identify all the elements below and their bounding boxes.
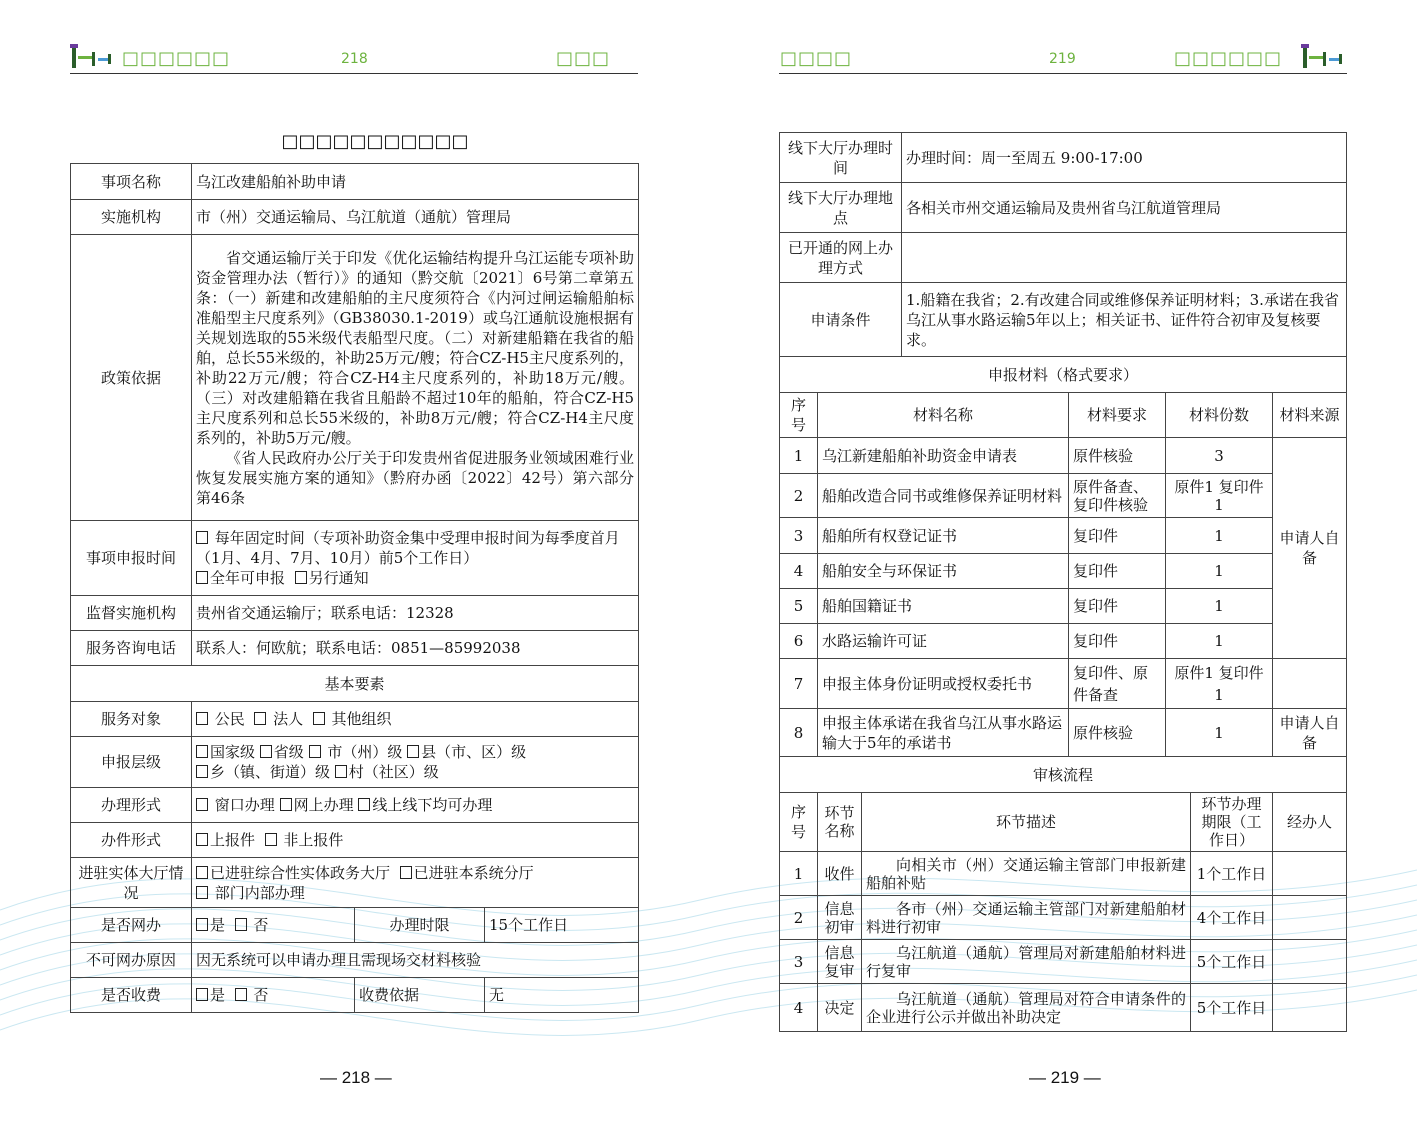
hall-time-value: 办理时间：周一至周五 9:00-17:00 [902, 133, 1347, 183]
fee-label: 是否收费 [71, 978, 192, 1013]
checkbox-icon [196, 918, 208, 931]
review-header-limit: 环节办理期限（工作日） [1191, 793, 1273, 852]
material-name: 乌江新建船舶补助资金申请表 [818, 438, 1069, 474]
review-desc [862, 984, 1191, 1032]
table-row [780, 624, 1347, 659]
header-page-number: 219 [1049, 51, 1076, 67]
checkbox-icon [358, 798, 370, 811]
info-table [70, 163, 639, 1013]
table-row [780, 589, 1347, 624]
material-qty: 3 [1166, 438, 1273, 474]
material-no: 6 [780, 624, 818, 659]
checkbox-icon [265, 833, 277, 846]
form-label: 办理形式 [71, 788, 192, 823]
checkbox-icon [196, 712, 208, 725]
form-options [192, 788, 639, 823]
material-no: 8 [780, 709, 818, 757]
table-row [780, 474, 1347, 518]
option-label: 窗口办理 [214, 796, 275, 814]
header-section: □□□□ [780, 48, 853, 69]
checkbox-icon [196, 866, 208, 879]
agency-label: 实施机构 [71, 200, 192, 235]
material-name: 水路运输许可证 [818, 624, 1069, 659]
offline-reason-value: 因无系统可以申请办理且需现场交材料核验 [192, 943, 639, 978]
item-name-value: 乌江改建船舶补助申请 [192, 164, 639, 200]
level-label: 申报层级 [71, 737, 192, 788]
apply-time-label: 事项申报时间 [71, 521, 192, 596]
review-no: 3 [780, 940, 818, 984]
policy-value [192, 235, 639, 521]
checkbox-icon [196, 988, 208, 1001]
checkbox-icon [235, 918, 247, 931]
condition-value: 1.船籍在我省；2.有改建合同或维修保养证明材料；3.承诺在我省乌江从事水路运输5年以上；相关证书、证件符合初审及复核要求。 [902, 283, 1347, 357]
option-label: 是 [210, 916, 226, 934]
option-label: 部门内部办理 [214, 883, 305, 902]
policy-paragraph-1: 省交通运输厅关于印发《优化运输结构提升乌江运能专项补助资金管理办法（暂行）》的通知（黔交航〔2021〕6号第二章第五条：（一）新建和改建船舶的主尺度须符合《内河过闸运输船舶标准船型主尺度系列》（GB38030.1-2019）或乌江通航设施根据有关规划选取的55米级代表船型尺度。（二）对新建船籍在我省的船舶，总长55米级的，补助25万元/艘；符合CZ-H5主尺度系列的，补助22万元/艘；符合CZ-H4主尺度系列的，补助18万元/艘。（三）对改建船籍在我省且船龄不超过10年的船舶，符合CZ-H5主尺度系列和总长55米级的，补助8万元/艘；符合CZ-H4主尺度系列的，补助5万元/艘。 [196, 248, 635, 447]
footer-page-number: — 219 — [1029, 1068, 1101, 1087]
review-handler [1273, 984, 1347, 1032]
materials-header-source: 材料来源 [1273, 393, 1347, 438]
fee-basis-label: 收费依据 [355, 978, 485, 1013]
header-title: □□□□□□ [1174, 48, 1283, 69]
checkbox-icon [309, 745, 321, 758]
review-limit: 5个工作日 [1191, 940, 1273, 984]
apply-time-opt2: 另行通知 [308, 569, 369, 587]
material-req: 原件核验 [1069, 709, 1166, 757]
review-desc-text: 向相关市（州）交通运输主管部门申报新建船舶补贴 [866, 855, 1187, 892]
checkbox-icon [196, 745, 208, 758]
option-label: 线上线下均可办理 [372, 796, 493, 814]
option-label: 其他组织 [331, 710, 392, 728]
review-header-no: 序号 [780, 793, 818, 852]
hotline-label: 服务咨询电话 [71, 631, 192, 666]
option-label: 是 [210, 986, 226, 1004]
service-target-label: 服务对象 [71, 702, 192, 737]
hall-place-value: 各相关市州交通运输局及贵州省乌江航道管理局 [902, 183, 1347, 233]
option-label: 乡（镇、街道）级 [210, 763, 331, 781]
material-name: 船舶改造合同书或维修保养证明材料 [818, 474, 1069, 518]
policy-label: 政策依据 [71, 235, 192, 521]
online-label: 是否网办 [71, 908, 192, 943]
header-rule [779, 73, 1347, 74]
review-desc [862, 940, 1191, 984]
apply-time-value [192, 521, 639, 596]
checkbox-icon [196, 765, 208, 778]
review-handler [1273, 852, 1347, 896]
option-label: 否 [253, 916, 269, 934]
material-no: 1 [780, 438, 818, 474]
review-name: 收件 [818, 852, 862, 896]
review-header-desc: 环节描述 [862, 793, 1191, 852]
hall-label: 进驻实体大厅情况 [71, 858, 192, 908]
material-no: 2 [780, 474, 818, 518]
right-page [709, 0, 1417, 1133]
left-page [0, 0, 708, 1133]
header-section: □□□ [556, 48, 611, 69]
checkbox-icon [280, 798, 292, 811]
review-desc-text: 各市（州）交通运输主管部门对新建船舶材料进行初审 [866, 899, 1187, 936]
table-row [780, 984, 1347, 1032]
checkbox-icon [260, 745, 272, 758]
checkbox-icon [295, 571, 307, 584]
fee-basis-value: 无 [485, 978, 639, 1013]
material-qty: 1 [1166, 554, 1273, 589]
item-name-label: 事项名称 [71, 164, 192, 200]
material-no: 4 [780, 554, 818, 589]
hall-place-label: 线下大厅办理地点 [780, 183, 902, 233]
option-label: 市（州）级 [327, 743, 403, 761]
review-no: 4 [780, 984, 818, 1032]
table-row [780, 554, 1347, 589]
review-desc-text: 乌江航道（通航）管理局对符合申请条件的企业进行公示并做出补助决定 [866, 989, 1187, 1026]
hall-options [192, 858, 639, 908]
option-label: 已进驻综合性实体政务大厅 [210, 863, 391, 882]
header-rule [70, 73, 638, 74]
agency-value: 市（州）交通运输局、乌江航道（通航）管理局 [192, 200, 639, 235]
review-no: 2 [780, 896, 818, 940]
material-name: 船舶国籍证书 [818, 589, 1069, 624]
review-section-header: 审核流程 [780, 757, 1347, 793]
offline-reason-label: 不可网办原因 [71, 943, 192, 978]
option-label: 县（市、区）级 [421, 743, 527, 761]
doc-form-options [192, 823, 639, 858]
review-desc-text: 乌江航道（通航）管理局对新建船舶材料进行复审 [866, 943, 1187, 980]
option-label: 否 [253, 986, 269, 1004]
header-page-number: 218 [341, 51, 368, 67]
table-row [780, 940, 1347, 984]
material-qty: 原件1 复印件1 [1166, 474, 1273, 518]
checkbox-icon [254, 712, 266, 725]
online-method-value [902, 233, 1347, 283]
option-label: 网上办理 [293, 796, 354, 814]
option-label: 法人 [273, 710, 304, 728]
material-qty: 1 [1166, 518, 1273, 554]
review-header-handler: 经办人 [1273, 793, 1347, 852]
material-req: 复印件 [1069, 624, 1166, 659]
logo-icon [1301, 42, 1347, 72]
materials-header-qty: 材料份数 [1166, 393, 1273, 438]
material-qty: 1 [1166, 589, 1273, 624]
option-label: 省级 [273, 743, 304, 761]
review-header-name: 环节名称 [818, 793, 862, 852]
checkbox-icon [235, 988, 247, 1001]
material-qty: 1 [1166, 624, 1273, 659]
supervisor-value: 贵州省交通运输厅；联系电话：12328 [192, 596, 639, 631]
review-limit: 1个工作日 [1191, 852, 1273, 896]
table-row [780, 896, 1347, 940]
fee-options [192, 978, 355, 1013]
table-row [780, 709, 1347, 757]
table-row [780, 659, 1347, 709]
checkbox-icon [196, 798, 208, 811]
checkbox-icon [196, 571, 208, 584]
material-name: 申报主体承诺在我省乌江从事水路运输大于5年的承诺书 [818, 709, 1069, 757]
material-source: 申请人自备 [1273, 438, 1347, 659]
material-source-empty [1273, 659, 1347, 709]
logo-icon [70, 42, 116, 72]
doc-form-label: 办件形式 [71, 823, 192, 858]
material-qty: 原件1 复印件1 [1166, 659, 1273, 709]
review-name: 决定 [818, 984, 862, 1032]
table-row [780, 438, 1347, 474]
table-row [780, 852, 1347, 896]
review-desc [862, 852, 1191, 896]
hotline-value: 联系人：何欧航；联系电话：0851—85992038 [192, 631, 639, 666]
checkbox-icon [335, 765, 347, 778]
checkbox-icon [196, 833, 208, 846]
option-label: 公民 [214, 710, 245, 728]
materials-section-header: 申报材料（格式要求） [780, 357, 1347, 393]
checkbox-icon [196, 531, 208, 544]
review-limit: 4个工作日 [1191, 896, 1273, 940]
materials-header-req: 材料要求 [1069, 393, 1166, 438]
review-handler [1273, 940, 1347, 984]
option-label: 非上报件 [283, 831, 344, 849]
review-limit: 5个工作日 [1191, 984, 1273, 1032]
policy-paragraph-2: 《省人民政府办公厅关于印发贵州省促进服务业领域困难行业恢复发展实施方案的通知》（黔府办函〔2022〕42号）第六部分第46条 [196, 448, 635, 507]
option-label: 已进驻本系统分厅 [413, 863, 534, 882]
checkbox-icon [196, 886, 208, 899]
table-row [780, 518, 1347, 554]
limit-value: 15个工作日 [485, 908, 639, 943]
material-req: 复印件 [1069, 518, 1166, 554]
material-qty: 1 [1166, 709, 1273, 757]
online-options [192, 908, 355, 943]
checkbox-icon [407, 745, 419, 758]
material-name: 船舶安全与环保证书 [818, 554, 1069, 589]
review-handler [1273, 896, 1347, 940]
doc-title: □□□□□□□□□□□ [281, 131, 469, 152]
review-desc [862, 896, 1191, 940]
material-req: 复印件、原件备查 [1069, 659, 1166, 709]
review-name: 信息复审 [818, 940, 862, 984]
condition-label: 申请条件 [780, 283, 902, 357]
option-label: 上报件 [210, 831, 256, 849]
checkbox-icon [400, 866, 412, 879]
material-name: 船舶所有权登记证书 [818, 518, 1069, 554]
review-name: 信息初审 [818, 896, 862, 940]
header-title: □□□□□□ [122, 48, 231, 69]
checkbox-icon [313, 712, 325, 725]
material-req: 复印件 [1069, 554, 1166, 589]
review-no: 1 [780, 852, 818, 896]
material-name: 申报主体身份证明或授权委托书 [818, 659, 1069, 709]
basic-section-header: 基本要素 [71, 666, 639, 702]
process-table [779, 132, 1347, 1032]
materials-header-name: 材料名称 [818, 393, 1069, 438]
material-no: 3 [780, 518, 818, 554]
material-req: 原件核验 [1069, 438, 1166, 474]
material-source: 申请人自备 [1273, 709, 1347, 757]
apply-time-line1: 每年固定时间（专项补助资金集中受理申报时间为每季度首月（1月、4月、7月、10月）前5个工作日） [196, 529, 620, 567]
material-no: 5 [780, 589, 818, 624]
online-method-label: 已开通的网上办理方式 [780, 233, 902, 283]
material-req: 原件备查、复印件核验 [1069, 474, 1166, 518]
option-label: 国家级 [210, 743, 256, 761]
footer-page-number: — 218 — [320, 1068, 392, 1087]
supervisor-label: 监督实施机构 [71, 596, 192, 631]
service-target-options [192, 702, 639, 737]
level-options [192, 737, 639, 788]
limit-label: 办理时限 [355, 908, 485, 943]
material-no: 7 [780, 659, 818, 709]
materials-header-no: 序号 [780, 393, 818, 438]
apply-time-opt1: 全年可申报 [210, 569, 286, 587]
hall-time-label: 线下大厅办理时间 [780, 133, 902, 183]
option-label: 村（社区）级 [348, 763, 439, 781]
material-req: 复印件 [1069, 589, 1166, 624]
